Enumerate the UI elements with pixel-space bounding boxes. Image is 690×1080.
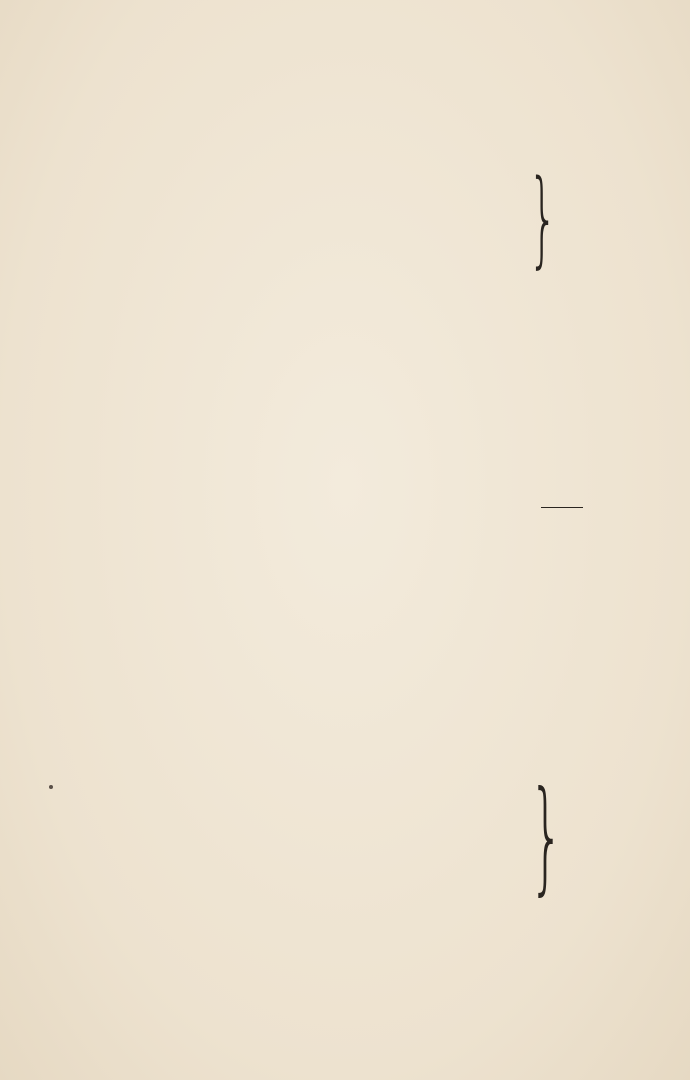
table-row	[123, 185, 525, 204]
table-row	[105, 328, 578, 347]
paper-speck	[49, 785, 53, 789]
table-row	[105, 292, 578, 311]
table-row	[105, 419, 578, 438]
table-row	[105, 347, 578, 366]
age-brace: }	[528, 157, 558, 279]
table-row	[105, 456, 578, 475]
table-row	[105, 383, 578, 402]
table-row	[105, 310, 578, 329]
table-row	[105, 474, 578, 493]
table-row	[105, 492, 578, 511]
table-row	[105, 401, 578, 420]
table-row	[123, 222, 525, 241]
liberes-brace: }	[529, 765, 564, 907]
table-row	[123, 166, 525, 185]
table-row	[123, 203, 525, 222]
table-row	[105, 438, 578, 457]
table-row	[123, 240, 525, 259]
industries-total-rule	[541, 507, 583, 508]
table-row	[105, 365, 578, 384]
